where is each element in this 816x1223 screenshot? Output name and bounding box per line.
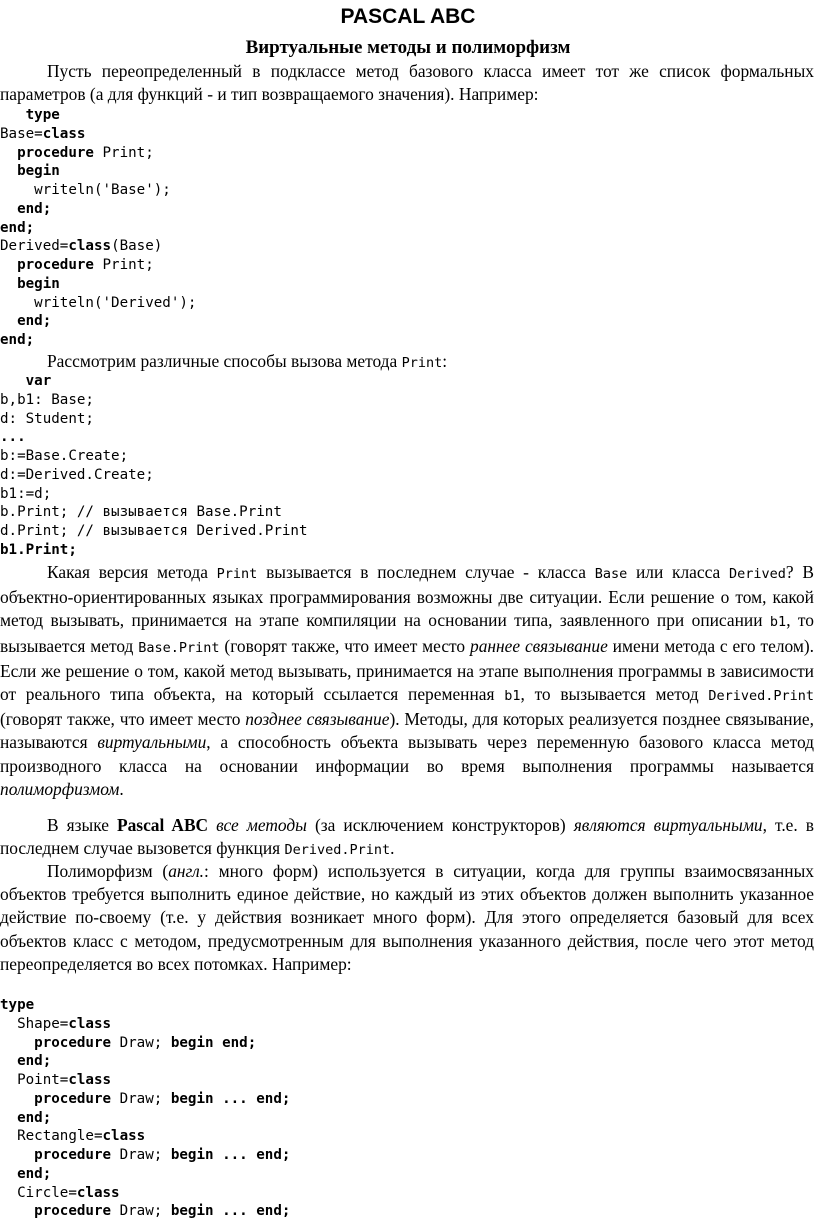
code-line (0, 541, 308, 560)
code-line (0, 1184, 290, 1203)
inline-code: Derived.Print (284, 842, 391, 859)
code-line (0, 428, 308, 447)
code-block-shapes (0, 996, 290, 1221)
code-keyword: type (25, 107, 60, 123)
code-text: d.Print; // вызывается Derived.Print (0, 523, 308, 539)
paragraph-text: : много форм) используется в ситуации, когда для группы взаимосвязанных объектов требуется выполнить единое действие, но каждый из этих объектов должен выполнить указанное действие по-своему (т.е. у действия возникает много форм). Для этого определяется базовый для всех объектов класс с методом, предусмотренным для выполнения указанного действия, после чего этот метод переопределяется во всех потомках. Например: (0, 861, 814, 974)
code-line (0, 466, 308, 485)
code-text: Draw; (111, 1203, 171, 1220)
code-line (0, 162, 196, 181)
code-line (0, 1202, 290, 1221)
inline-code: b1 (504, 688, 521, 705)
code-line (0, 1127, 290, 1146)
paragraph-text: , т.е. в последнем случае вызовется функция (0, 815, 814, 859)
italic-term: все методы (216, 815, 307, 835)
code-line (0, 144, 196, 163)
inline-code: b1 (769, 614, 787, 631)
code-text: Print; (93, 257, 154, 273)
bold-term: Pascal ABC (116, 815, 209, 835)
code-keyword: end; (17, 1053, 52, 1070)
paragraph-text: . (119, 778, 124, 799)
inline-code: Base (594, 566, 628, 582)
code-text: d: Student; (0, 410, 94, 427)
code-keyword: begin (17, 163, 60, 180)
pascal-abc-paragraph (0, 814, 814, 862)
code-line (0, 294, 196, 313)
document-title: PASCAL ABC (340, 5, 476, 28)
code-block-classes (0, 106, 196, 350)
paragraph-text: ). Методы, для которых реализуется позднее связывание, называются (0, 709, 814, 753)
inline-code: Base.Print (138, 639, 220, 656)
code-line (0, 275, 196, 294)
polymorphism-paragraph (0, 860, 814, 976)
code-keyword: procedure (34, 1203, 112, 1220)
paragraph-text: Полиморфизм ( (47, 861, 169, 881)
paragraph-text: ? В объектно-ориентированных языках программирования возможны две ситуации. Если решение о том, какой метод вызывать, принимается на этапе компиляции на основании типа, заявленного при описании (0, 562, 814, 631)
code-keyword: class (68, 1072, 112, 1088)
code-text: b,b1: Base; (0, 391, 94, 408)
code-line (0, 1146, 290, 1165)
code-keyword: begin ... end; (170, 1147, 291, 1163)
italic-term: полиморфизмом (0, 778, 120, 799)
italic-term: виртуальными (97, 732, 207, 753)
inline-code: Derived (729, 566, 786, 582)
code-line (0, 1165, 290, 1184)
paragraph-text: В языке (47, 815, 117, 835)
code-line (0, 200, 196, 219)
code-line (0, 219, 196, 238)
code-line (0, 331, 196, 350)
italic-term: позднее связывание (245, 709, 390, 730)
intro-paragraph (0, 60, 814, 106)
code-keyword: procedure (34, 1147, 112, 1163)
code-keyword: end; (0, 332, 35, 348)
paragraph-text: (говорят также, что имеет место (219, 635, 470, 656)
paragraph-text: (говорят также, что имеет место (0, 709, 246, 730)
inline-code: Print (216, 566, 258, 582)
italic-term: раннее связывание (470, 635, 608, 656)
calls-intro-tail: : (442, 351, 448, 371)
code-line (0, 391, 308, 410)
code-text: Rectangle= (17, 1128, 103, 1145)
code-text: Draw; (111, 1147, 171, 1163)
code-text: writeln('Base'); (34, 182, 171, 198)
italic-term: англ. (168, 861, 205, 881)
code-keyword: procedure (34, 1090, 112, 1107)
code-line (0, 1052, 290, 1071)
code-keyword: begin end; (170, 1034, 257, 1051)
code-line (0, 1015, 290, 1034)
code-keyword: end; (17, 1165, 52, 1182)
code-keyword: var (25, 373, 52, 389)
code-line (0, 1034, 290, 1053)
code-keyword: end; (17, 200, 52, 217)
paragraph-text: вызывается в последнем случае - класса (257, 562, 595, 582)
code-line (0, 106, 196, 125)
code-line (0, 522, 308, 541)
paragraph-text: , а способность объекта вызывать через переменную базового класса метод производного класса на основании информации во время выполнения программы называется (0, 732, 814, 776)
code-text: Draw; (111, 1034, 171, 1051)
code-line (0, 125, 196, 144)
code-text: Derived= (0, 238, 69, 255)
code-text: b1:=d; (0, 485, 52, 502)
code-keyword: ... (0, 429, 26, 446)
paragraph-text: или класса (627, 562, 729, 582)
paragraph-text: , то вызывается метод (520, 684, 709, 705)
code-text: Base= (0, 125, 43, 142)
code-text: writeln('Derived'); (34, 294, 197, 311)
code-text: d:=Derived.Create; (0, 466, 154, 483)
code-line (0, 447, 308, 466)
code-keyword: begin ... end; (170, 1203, 291, 1220)
code-text: b:=Base.Create; (0, 448, 129, 464)
code-keyword: procedure (17, 144, 94, 161)
code-text: Draw; (111, 1090, 171, 1107)
code-line (0, 1109, 290, 1128)
code-text: Circle= (17, 1184, 77, 1201)
paragraph-text: . (390, 838, 395, 859)
code-line (0, 372, 308, 391)
code-keyword: end; (17, 1109, 52, 1126)
code-line (0, 410, 308, 429)
code-keyword: class (68, 238, 112, 255)
code-keyword: procedure (17, 257, 94, 273)
code-keyword: begin (17, 275, 60, 292)
code-block-calls (0, 372, 308, 560)
code-line (0, 1071, 290, 1090)
code-line (0, 1090, 290, 1109)
code-keyword: type (0, 997, 35, 1013)
code-text: b.Print; // вызывается Base.Print (0, 504, 282, 521)
code-keyword: begin ... end; (170, 1090, 291, 1107)
code-keyword: end; (0, 219, 35, 236)
code-keyword: b1.Print; (0, 541, 77, 558)
section-heading: Виртуальные методы и полиморфизм (245, 37, 571, 58)
code-text: Shape= (17, 1015, 69, 1032)
inline-code: Print (401, 355, 443, 371)
code-line (0, 503, 308, 522)
intro-text: Пусть переопределенный в подклассе метод базового класса имеет тот же список формальных параметров (а для функций - и тип возвращаемого значения). Например: (0, 61, 814, 105)
code-line (0, 485, 308, 504)
code-keyword: procedure (34, 1034, 112, 1051)
code-keyword: class (42, 125, 86, 142)
calls-intro-text: Рассмотрим различные способы вызова метода (47, 351, 402, 371)
code-line (0, 181, 196, 200)
paragraph-text: , то вызывается метод (0, 610, 815, 656)
code-text: Point= (17, 1072, 69, 1088)
code-keyword: class (102, 1128, 146, 1145)
paragraph-text: имени метода с его телом). Если же решение о том, какой метод вызывать, принимается на этапе выполнения программы в зависимости от реального типа объекта, на который ссылается переменная (0, 635, 814, 705)
italic-term: являются виртуальными (573, 815, 763, 835)
inline-code: Derived.Print (708, 688, 814, 705)
code-line (0, 237, 196, 256)
code-keyword: class (76, 1184, 120, 1201)
code-keyword: class (68, 1015, 112, 1032)
code-text: (Base) (111, 238, 163, 255)
paragraph-text (208, 815, 216, 835)
binding-paragraph (0, 561, 814, 801)
code-text: Print; (93, 144, 154, 161)
code-line (0, 312, 196, 331)
code-line (0, 996, 290, 1015)
paragraph-text: Какая версия метода (47, 562, 217, 582)
code-line (0, 256, 196, 275)
paragraph-text: (за исключением конструкторов) (306, 815, 574, 835)
code-keyword: end; (17, 313, 52, 330)
